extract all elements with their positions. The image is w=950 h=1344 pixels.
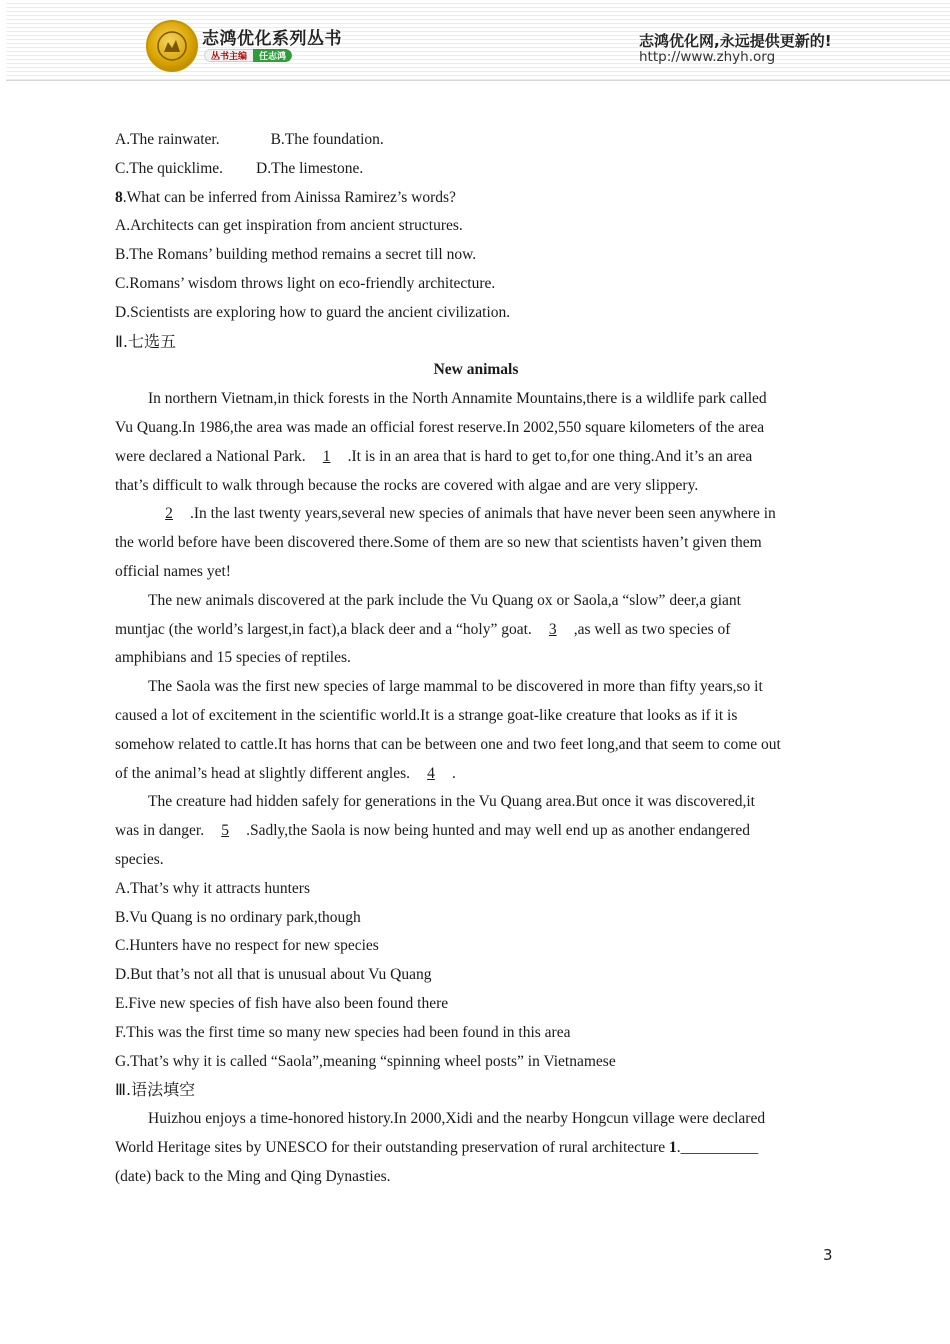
blank-3 (532, 616, 574, 645)
q8-question (115, 184, 837, 213)
editor-name: 任志鸿 (253, 49, 292, 62)
text-segment: was in danger. (115, 822, 205, 840)
paragraph-line: official names yet! (115, 562, 231, 580)
paragraph-line (115, 443, 837, 472)
page-number: 3 (823, 1246, 833, 1264)
answer-option-f: F.This was the first time so many new species had been found in this area (115, 1023, 571, 1041)
q7-option-d: D.The limestone. (256, 159, 364, 177)
blank-5 (204, 817, 246, 846)
document-body (115, 126, 837, 1191)
paragraph-line (115, 616, 837, 645)
answer-option-g: G.That’s why it is called “Saola”,meaning “spinning wheel posts” in Vietnamese (115, 1052, 616, 1070)
site-url[interactable]: http://www.zhyh.org (639, 49, 776, 65)
blank-2-label: 2 (165, 505, 173, 523)
text-segment: .In the last twenty years,several new species of animals that have never been seen anywhere in (190, 505, 776, 523)
answer-option-b: B.Vu Quang is no ordinary park,though (115, 908, 361, 926)
page-header (6, 0, 950, 81)
text-segment: .Sadly,the Saola is now being hunted and may well end up as another endangered (246, 822, 751, 840)
q8-option-c: C.Romans’ wisdom throws light on eco-friendly architecture. (115, 274, 496, 292)
paragraph-line (115, 500, 837, 529)
blank-4 (410, 760, 452, 789)
paragraph-line: the world before have been discovered there.Some of them are so new that scientists haven’t given them (115, 534, 762, 552)
brand-title: 志鸿优化系列丛书 (202, 29, 342, 49)
brand-subtitle (204, 49, 292, 62)
q7-options-row1 (115, 126, 837, 155)
text-segment: . (452, 764, 456, 782)
q8-option-b: B.The Romans’ building method remains a secret till now. (115, 246, 477, 264)
passage-title: New animals (433, 361, 519, 379)
paragraph-line (115, 760, 837, 789)
paragraph-line: The new animals discovered at the park include the Vu Quang ox or Saola,a “slow” deer,a giant (148, 591, 741, 609)
answer-option-a: A.That’s why it attracts hunters (115, 879, 310, 897)
section-3-heading: Ⅲ.语法填空 (115, 1080, 196, 1100)
q7-option-c: C.The quicklime. (115, 159, 224, 177)
q7-option-b: B.The foundation. (270, 131, 384, 148)
paragraph-line: somehow related to cattle.It has horns that can be between one and two feet long,and that seem to come out (115, 735, 781, 753)
editor-label: 丛书主编 (204, 49, 253, 62)
grammar-blank-1: .__________ (676, 1138, 759, 1156)
q8-option-d: D.Scientists are exploring how to guard the ancient civilization. (115, 303, 511, 321)
q7-options-row2 (115, 155, 837, 184)
grammar-blank-number: 1 (669, 1138, 677, 1156)
q8-option-a: A.Architects can get inspiration from ancient structures. (115, 217, 463, 235)
q7-option-a: A.The rainwater. (115, 131, 220, 148)
paragraph-line (115, 817, 837, 846)
text-segment: of the animal’s head at slightly different angles. (115, 764, 410, 782)
blank-5-label: 5 (221, 822, 229, 840)
emblem-icon (156, 30, 188, 62)
paragraph-line: that’s difficult to walk through because the rocks are covered with algae and are very slippery. (115, 476, 699, 494)
paragraph-line: Huizhou enjoys a time-honored history.In 2000,Xidi and the nearby Hongcun village were declared (148, 1110, 766, 1128)
paragraph-line: Vu Quang.In 1986,the area was made an official forest reserve.In 2002,550 square kilometers of the area (115, 418, 765, 436)
answer-option-d: D.But that’s not all that is unusual about Vu Quang (115, 966, 432, 984)
blank-1 (306, 443, 348, 472)
paragraph-line: species. (115, 850, 164, 868)
paragraph-line: amphibians and 15 species of reptiles. (115, 649, 351, 667)
paragraph-line: The creature had hidden safely for generations in the Vu Quang area.But once it was discovered,it (148, 793, 755, 811)
blank-2 (148, 500, 190, 529)
paragraph-line: In northern Vietnam,in thick forests in the North Annamite Mountains,there is a wildlife park called (148, 390, 767, 408)
answer-option-e: E.Five new species of fish have also been found there (115, 994, 449, 1012)
paragraph-line: caused a lot of excitement in the scientific world.It is a strange goat-like creature that looks as if it is (115, 706, 738, 724)
text-segment: .It is in an area that is hard to get to,for one thing.And it’s an area (347, 447, 753, 465)
paragraph-line: The Saola was the first new species of large mammal to be discovered in more than fifty years,so it (148, 678, 763, 696)
text-segment: World Heritage sites by UNESCO for their outstanding preservation of rural architecture (115, 1138, 670, 1156)
answer-option-c: C.Hunters have no respect for new species (115, 937, 379, 955)
blank-1-label: 1 (322, 447, 331, 465)
blank-3-label: 3 (548, 620, 557, 638)
site-slogan: 志鸿优化网,永远提供更新的! (639, 32, 832, 50)
q8-question-text: .What can be inferred from Ainissa Ramirez’s words? (122, 188, 456, 206)
blank-4-label: 4 (427, 764, 435, 782)
text-segment: muntjac (the world’s largest,in fact),a black deer and a “holy” goat. (115, 620, 532, 638)
publisher-logo (146, 20, 198, 72)
text-segment: were declared a National Park. (115, 447, 306, 465)
paragraph-line: (date) back to the Ming and Qing Dynasties. (115, 1167, 391, 1185)
text-segment: ,as well as two species of (573, 620, 731, 638)
paragraph-line (115, 1134, 837, 1163)
section-2-heading: Ⅱ.七选五 (115, 331, 176, 351)
q8-number: 8 (115, 188, 123, 206)
